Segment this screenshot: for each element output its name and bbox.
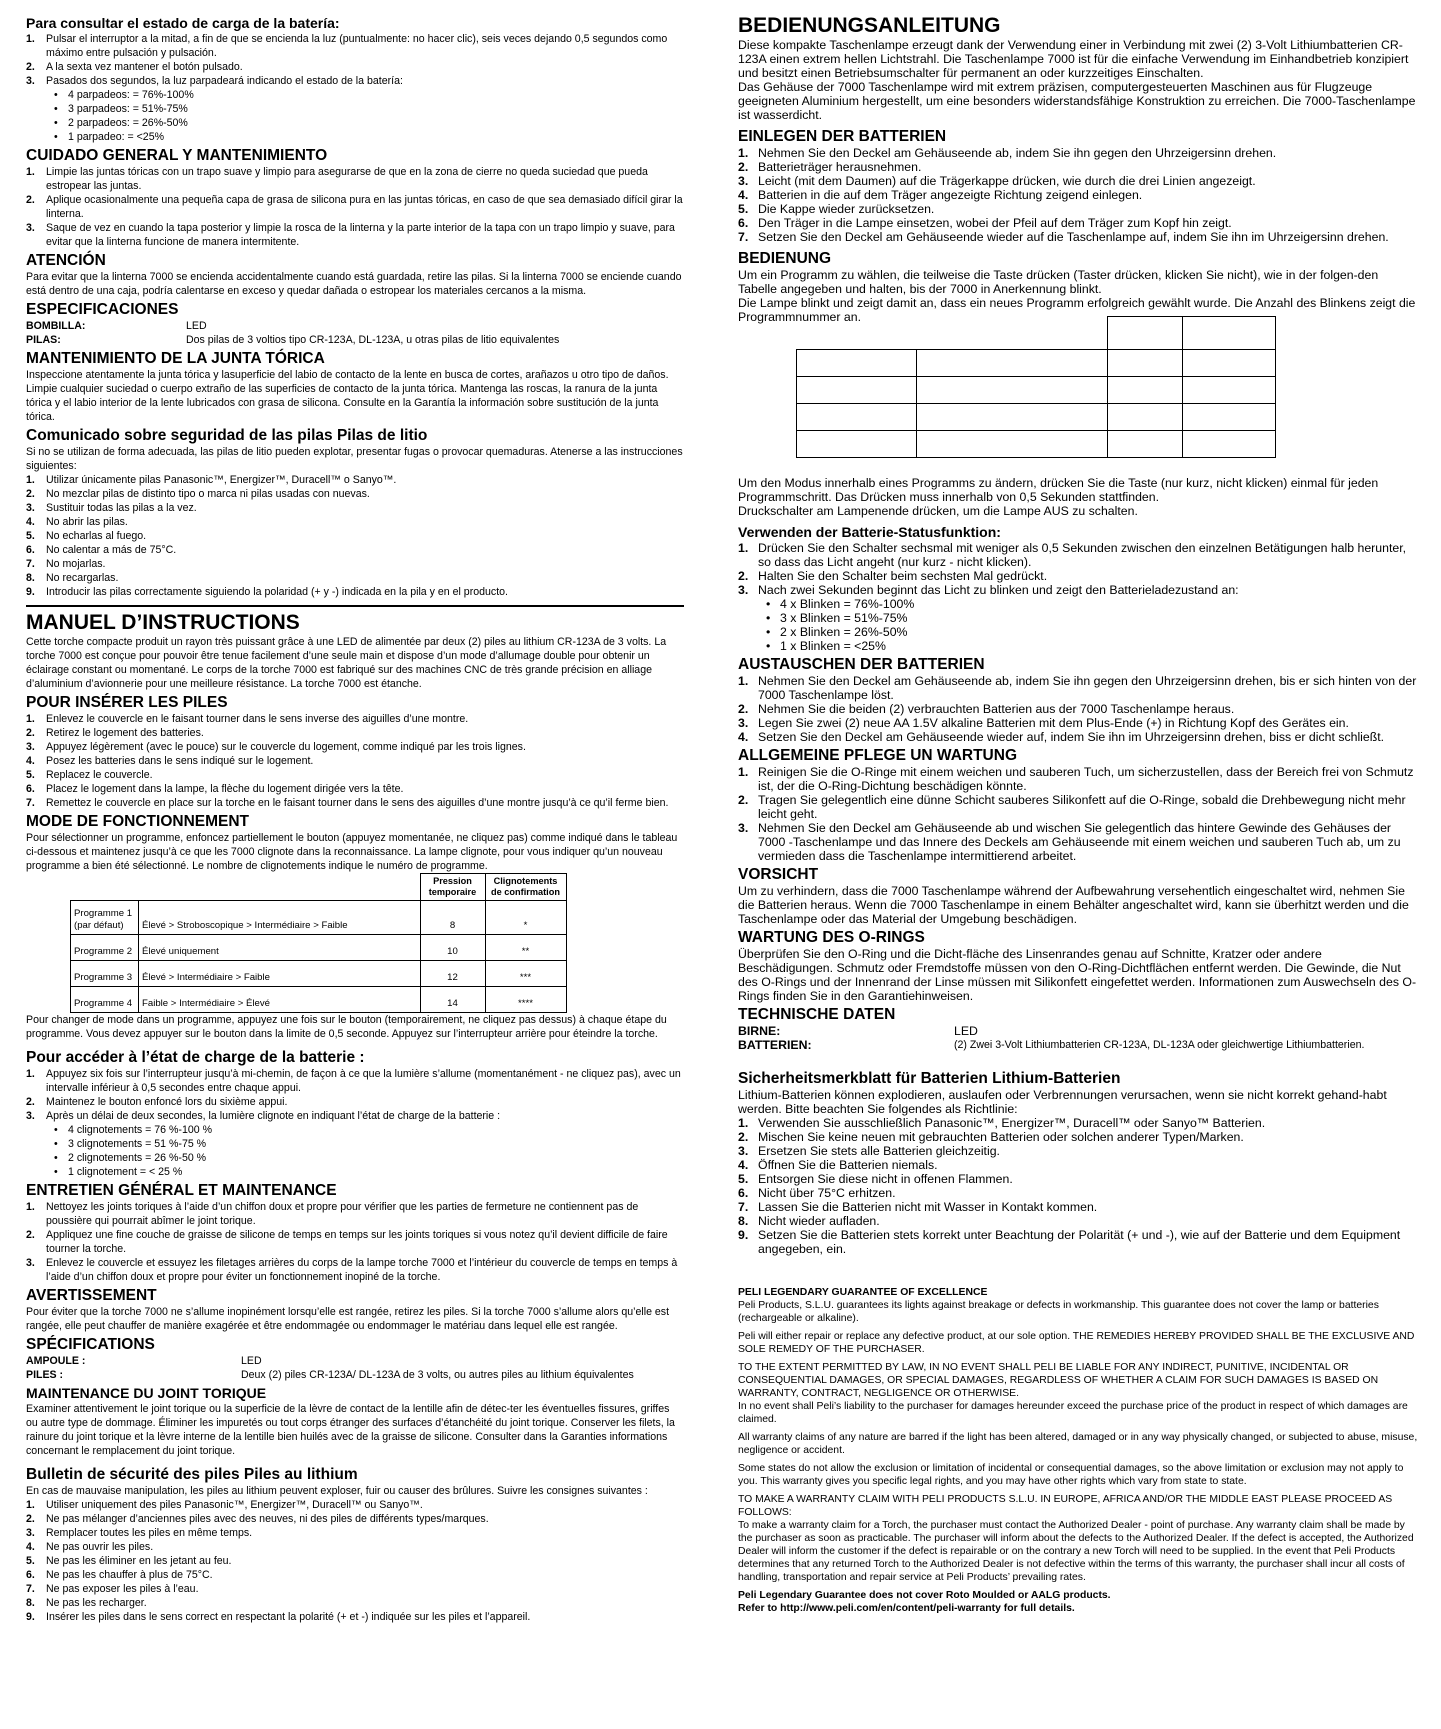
fr-care-heading: ENTRETIEN GÉNÉRAL ET MAINTENANCE <box>26 1182 337 1199</box>
fr-safety-intro: En cas de mauvaise manipulation, les piles au lithium peuvent exploser, fuir ou causer des brûlures. Suivre les consignes suivantes : <box>26 1485 648 1497</box>
es-warning-text: Para evitar que la linterna 7000 se encienda accidentalmente cuando está guardada, retire las pilas. Si la linterna 7000 se enciende cuando está dentro de una caja, podría calentarse en exceso y quedar dañada o estropear los materiales cercanos a la misma. <box>26 271 682 297</box>
list-item: 4. No abrir las pilas. <box>26 516 128 528</box>
table-cell: Programme 2 <box>71 935 139 961</box>
table-cell: ** <box>485 935 566 961</box>
table-cell: Élevé > Stroboscopique > Intermédiaire > Faible <box>139 901 421 935</box>
de-battery-steps <box>738 541 1420 597</box>
fr-mode-text: Pour sélectionner un programme, enfoncez partiellement le bouton (appuyez momentanée, ne cliquez pas) comme indiqué dans le tableau ci-dessous et maintenez jusqu’à ce que les 7000 clignote dans la reconnaissance. La lampe clignote, pour vous indiquer qu’un nouveau programme a bien été sélectionné. Le nombre de clignotements indique le numéro de programme. <box>26 832 678 872</box>
list-item: 3. Nach zwei Sekunden beginnt das Licht zu blinken und zeigt den Batterieladezustand an: <box>738 582 1239 597</box>
es-safety-heading: Comunicado sobre seguridad de las pilas Pilas de litio <box>26 427 428 444</box>
list-item: 3. Appuyez légèrement (avec le pouce) sur le couvercle du logement, comme indiqué par les trois lignes. <box>26 741 526 753</box>
fr-intro: Cette torche compacte produit un rayon très puissant grâce à une LED de alimentée par deux (2) piles au lithium CR-123A de 3 volts. La torche 7000 est conçue pour pouvoir être tenue facilement d’une seule main et dispose d’un mode d’allumage double pour obtenir un éclairage constant ou momentané. Le corps de la torche 7000 est fabriqué sur des machines CNC de très grande précision en alliage d’aluminium d’avionnerie pour une meilleure résistance. La torche 7000 est étanche. <box>26 636 667 690</box>
spec-label: BATTERIEN: <box>738 1037 812 1052</box>
table-cell: Faible > Intermédiaire > Élevé <box>139 987 421 1013</box>
fr-battery-heading: Pour accéder à l’état de charge de la batterie : <box>26 1049 365 1066</box>
warranty-heading: PELI LEGENDARY GUARANTEE OF EXCELLENCE <box>738 1286 988 1298</box>
table-cell: 8 <box>420 901 485 935</box>
table-cell: 10 <box>420 935 485 961</box>
es-battery-heading: Para consultar el estado de carga de la batería: <box>26 15 340 31</box>
left-column <box>26 12 684 1624</box>
list-item: 1. Nehmen Sie den Deckel am Gehäuseende ab, indem Sie ihn gegen den Uhrzeigersinn drehen, bis er sich hinten von der 7000 Taschenlampe löst. <box>738 673 1417 702</box>
list-item: 5. Ne pas les éliminer en les jetant au feu. <box>26 1555 232 1567</box>
fr-safety-steps <box>26 1498 684 1624</box>
list-item: 2. Nehmen Sie die beiden (2) verbrauchten Batterien aus der 7000 Taschenlampe heraus. <box>738 701 1235 716</box>
de-insert-heading: EINLEGEN DER BATTERIEN <box>738 128 947 145</box>
list-item: 3. Enlevez le couvercle et essuyez les filetages arrières du corps de la lampe torche 7000 et l’intérieur du couvercle de temps en temps à l’aide d’un chiffon doux et propre pour éviter un fonctionnement inopiné de la torche. <box>26 1257 678 1283</box>
de-mode-after: Um den Modus innerhalb eines Programms zu ändern, drücken Sie die Taste (nur kurz, nicht klicken) einmal für jeden Programmschritt. Das Drücken muss innerhalb von 0,5 Sekunden stattfinden. <box>738 475 1379 504</box>
spec-value: LED <box>241 1355 262 1367</box>
fr-battery-levels <box>26 1123 684 1179</box>
list-item: • 3 x Blinken = 51%-75% <box>766 611 1420 625</box>
de-spec-heading: TECHNISCHE DATEN <box>738 1005 896 1023</box>
list-item: 1. Nettoyez les joints toriques à l’aide d’un chiffon doux et propre pour vérifier que les parties de fermeture ne contiennent pas de poussière qui pourrait abîmer le joint torique. <box>26 1201 639 1227</box>
spec-value: (2) Zwei 3-Volt Lithiumbatterien CR-123A, DL-123A oder gleichwertige Lithiumbatterien. <box>954 1038 1365 1051</box>
fr-oring-text: Examiner attentivement le joint torique ou la superficie de la lèvre de contact de la lentille afin de détec-ter les éventuelles fissures, griffes ou autre type de dommage. Éliminer les impuretés ou tout corps étranger des surfaces d’étanchéité du joint torique. Conserver les filets, la rainure du joint torique et la lèvre interne de la lentille bien huilés avec de la graisse de silicone. Consulter dans la Garanties informations concernant le remplacement du joint torique. <box>26 1403 675 1457</box>
warranty-paragraph: Peli will either repair or replace any defective product, at our sole option. THE REMEDIES HEREBY PROVIDED SHALL BE THE EXCLUSIVE AND SOLE REMEDY OF THE PURCHASER. <box>738 1330 1415 1355</box>
list-item: 8. No recargarlas. <box>26 572 119 584</box>
warranty-paragraph: Some states do not allow the exclusion or limitation of incidental or consequential damages, so the above limitation or exclusion may not apply to you. This warranty gives you specific legal rights, and you may have other rights which vary from state to state. <box>738 1462 1404 1487</box>
de-care-steps <box>738 765 1420 863</box>
warranty-paragraph: TO THE EXTENT PERMITTED BY LAW, IN NO EVENT SHALL PELI BE LIABLE FOR ANY INDIRECT, PUNITIVE, INCIDENTAL OR CONSEQUENTIAL DAMAGES, OR SPECIAL DAMAGES, REGARDLESS OF WHETHER A CLAIM FOR SUCH DAMAGES IS BASED ON WARRANTY, CONTRACT, NEGLIGENCE OR OTHERWISE. <box>738 1361 1379 1399</box>
de-battery-heading: Verwenden der Batterie-Statusfunktion: <box>738 523 1001 540</box>
list-item: 4. Batterien in die auf dem Träger angezeigte Richtung zeigend einlegen. <box>738 188 1143 202</box>
list-item: 1. Limpie las juntas tóricas con un trapo suave y limpio para asegurarse de que en la zona de cierre no queda suciedad que pueda estropear las juntas. <box>26 166 648 192</box>
fr-safety-heading: Bulletin de sécurité des piles Piles au lithium <box>26 1466 358 1483</box>
de-care-heading: ALLGEMEINE PFLEGE UN WARTUNG <box>738 746 1017 764</box>
list-item: 2. Halten Sie den Schalter beim sechsten Mal gedrückt. <box>738 568 1048 583</box>
de-intro: Diese kompakte Taschenlampe erzeugt dank der Verwendung einer in Verbindung mit zwei (2) 3-Volt Lithiumbatterien CR-123A einen extrem hellen Lichtstrahl. Die Taschenlampe 7000 ist für die einfache Verwendung im Einhandbetrieb konzipiert und besitzt einen Betriebsumschalter für permanent an oder kurzzeitiges Einschalten. <box>738 38 1409 80</box>
spec-label: BIRNE: <box>738 1023 781 1038</box>
es-battery-levels <box>26 88 684 144</box>
table-cell: * <box>485 901 566 935</box>
list-item: • 2 x Blinken = 26%-50% <box>766 625 1420 639</box>
table-cell: Programme 1 (par défaut) <box>71 901 139 935</box>
de-title: BEDIENUNGSANLEITUNG <box>738 14 1001 37</box>
table-cell: Programme 3 <box>71 961 139 987</box>
de-warning-heading: VORSICHT <box>738 865 819 883</box>
list-item: 5. Entsorgen Sie diese nicht in offenen Flammen. <box>738 1171 1013 1186</box>
list-item: 6. Ne pas les chauffer à plus de 75°C. <box>26 1569 213 1581</box>
list-item: 2. Ne pas mélanger d’anciennes piles avec des neuves, ni des piles de différents types/marques. <box>26 1513 489 1525</box>
es-specs <box>26 319 684 347</box>
list-item: 2. Retirez le logement des batteries. <box>26 727 204 739</box>
list-item: • 2 clignotements = 26 %-50 % <box>54 1151 684 1165</box>
spec-label: BOMBILLA: <box>26 320 86 332</box>
de-mode-text-2: Die Lampe blinkt und zeigt damit an, dass ein neues Programm erfolgreich gewählt wurde. Die Anzahl des Blinkens zeigt die Programmnummer an. <box>738 296 1416 324</box>
es-spec-heading: ESPECIFICACIONES <box>26 301 179 318</box>
list-item: 1. Utiliser uniquement des piles Panasonic™, Energizer™, Duracell™ ou Sanyo™. <box>26 1499 423 1511</box>
list-item: 3. Leicht (mit dem Daumen) auf die Trägerkappe drücken, wie durch die drei Linien angezeigt. <box>738 174 1256 188</box>
list-item: 2. No mezclar pilas de distinto tipo o marca ni pilas usadas con nuevas. <box>26 488 370 500</box>
list-item: 6. No calentar a más de 75°C. <box>26 544 177 556</box>
spec-label: PILAS: <box>26 334 61 346</box>
list-item: 9. Introducir las pilas correctamente siguiendo la polaridad (+ y -) indicada en la pila y en el producto. <box>26 586 508 598</box>
list-item: • 4 clignotements = 76 %-100 % <box>54 1123 684 1137</box>
list-item: 2. Mischen Sie keine neuen mit gebrauchten Batterien oder solchen anderer Typen/Marken. <box>738 1129 1244 1144</box>
list-item: 1. Reinigen Sie die O-Ringe mit einem weichen und sauberen Tuch, um sicherzustellen, dass der Bereich frei von Schmutz ist, der die O-Ring-Dichtung beschädigen könnte. <box>738 764 1414 793</box>
list-item: 6. Placez le logement dans la lampe, la flèche du logement dirigée vers la tête. <box>26 783 404 795</box>
fr-specs <box>26 1354 684 1382</box>
list-item: 2. A la sexta vez mantener el botón pulsado. <box>26 61 243 73</box>
program-table-empty <box>796 316 1276 458</box>
list-item: • 4 x Blinken = 76%-100% <box>766 597 1420 611</box>
list-item: • 1 x Blinken = <25% <box>766 639 1420 653</box>
list-item: 3. Nehmen Sie den Deckel am Gehäuseende ab und wischen Sie gelegentlich das hintere Gewinde des Gehäuses der 7000 -Taschenlampe und das Innere des Deckels am Gehäuseende mit einem weichen und sauberen Tuch ab, um zu vermieden dass die Taschenlampe intermittierend arbeitet. <box>738 820 1401 863</box>
list-item: 3. Legen Sie zwei (2) neue AA 1.5V alkaline Batterien mit dem Plus-Ende (+) in Richtung Kopf des Gerätes ein. <box>738 715 1349 730</box>
de-battery-levels <box>738 597 1420 653</box>
spec-label: PILES : <box>26 1369 64 1381</box>
fr-care-steps <box>26 1200 684 1284</box>
de-intro-2: Das Gehäuse der 7000 Taschenlampe wird mit extrem präzisen, computergesteuerten Maschinen aus für Flugzeuge geeigneten Aluminium hergestellt, um eine besonders widerstandsfähige Konstruktion zu erreichen. Die 7000-Taschenlampe ist wasserdicht. <box>738 80 1416 122</box>
fr-mode-after: Pour changer de mode dans un programme, appuyez une fois sur le bouton (temporairement, ne cliquez pas dessus) à chaque étape du programme. Vous devez appuyer sur le bouton dans la limite de 0,5 seconde. Appuyez sur l’interrupteur arrière pour éteindre la torche. <box>26 1014 667 1040</box>
fr-insert-heading: POUR INSÉRER LES PILES <box>26 694 228 711</box>
spec-label: AMPOULE : <box>26 1355 86 1367</box>
fr-oring-heading: MAINTENANCE DU JOINT TORIQUE <box>26 1385 267 1401</box>
list-item: 1. Drücken Sie den Schalter sechsmal mit weniger als 0,5 Sekunden zwischen den einzelnen Betätigungen halb herunter, so dass das Licht angeht (nur kurz - nicht klicken). <box>738 540 1407 569</box>
table-cell: 12 <box>420 961 485 987</box>
list-item: • 4 parpadeos: = 76%-100% <box>54 88 684 102</box>
list-item: • 3 clignotements = 51 %-75 % <box>54 1137 684 1151</box>
fr-battery-steps <box>26 1067 684 1123</box>
list-item: 6. Nicht über 75°C erhitzen. <box>738 1185 896 1200</box>
es-oring-text: Inspeccione atentamente la junta tórica y lasuperficie del labio de contacto de la lente en busca de cortes, arañazos u otro tipo de daños. Limpie cualquier suciedad o cuerpo extraño de las superficies de contacto de la junta tórica. Mantenga las roscas, la ranura de la junta tórica y el labio interior de la lente lubricados con grasa de silicona. Consulte en la Garantía la información sobre sustitución de la junta tórica. <box>26 369 669 423</box>
list-item: 4. Posez les batteries dans le sens indiqué sur le logement. <box>26 755 314 767</box>
list-item: 5. Die Kappe wieder zurücksetzen. <box>738 202 935 216</box>
list-item: 7. Setzen Sie den Deckel am Gehäuseende wieder auf die Taschenlampe auf, indem Sie ihn im Uhrzeigersinn drehen. <box>738 230 1389 244</box>
table-cell: Élevé uniquement <box>139 935 421 961</box>
de-mode-after-2: Druckschalter am Lampenende drücken, um die Lampe AUS zu schalten. <box>738 503 1138 518</box>
list-item: 3. Ersetzen Sie stets alle Batterien gleichzeitig. <box>738 1143 1000 1158</box>
es-care-steps <box>26 165 684 249</box>
de-specs <box>738 1024 1420 1052</box>
es-safety-steps <box>26 473 684 599</box>
de-safety-intro: Lithium-Batterien können explodieren, auslaufen oder Verbrennungen verursachen, wenn sie nicht korrekt gehand-habt werden. Bitte beachten Sie folgendes als Richtlinie: <box>738 1087 1387 1116</box>
list-item: • 1 clignotement = < 25 % <box>54 1165 684 1179</box>
list-item: 7. Lassen Sie die Batterien nicht mit Wasser in Kontakt kommen. <box>738 1199 1098 1214</box>
warranty-section <box>738 1286 1420 1615</box>
list-item: 7. Remettez le couvercle en place sur la torche en le faisant tourner dans le sens des aiguilles d’une montre jusqu’à ce qu’il ferme bien. <box>26 797 669 809</box>
table-row <box>71 935 567 961</box>
de-safety-steps <box>738 1116 1420 1256</box>
list-item: 3. Après un délai de deux secondes, la lumière clignote en indiquant l’état de charge de la batterie : <box>26 1110 501 1122</box>
warranty-note: Peli Legendary Guarantee does not cover Roto Moulded or AALG products. <box>738 1589 1111 1601</box>
list-item: 3. Pasados dos segundos, la luz parpadeará indicando el estado de la batería: <box>26 75 403 87</box>
es-care-heading: CUIDADO GENERAL Y MANTENIMIENTO <box>26 147 328 164</box>
list-item: 8. Ne pas les recharger. <box>26 1597 147 1609</box>
list-item: 1. Pulsar el interruptor a la mitad, a fin de que se encienda la luz (puntualmente: no hacer clic), seis veces dejando 0,5 segundos como máximo entre pulsación y pulsación. <box>26 33 668 59</box>
fr-title: MANUEL D’INSTRUCTIONS <box>26 611 300 634</box>
spec-value: LED <box>954 1023 978 1038</box>
list-item: • 3 parpadeos: = 51%-75% <box>54 102 684 116</box>
spec-value: LED <box>186 320 207 332</box>
program-table <box>70 873 567 1013</box>
de-oring-text: Überprüfen Sie den O-Ring und die Dicht-fläche des Linsenrandes genau auf Schnitte, Kratzer oder andere Beschädigungen. Schmutz oder Fremdstoffe müssen von den O-Ring-Dichtflächen entfernt werden. Die Gewinde, die Nut des O-Rings und der Innenrand der Linse müssen mit Silikonfett eingefettet werden. Informationen zum Auswechseln des O-Rings finden Sie in den Garantiehinweisen. <box>738 946 1417 1003</box>
list-item: • 2 parpadeos: = 26%-50% <box>54 116 684 130</box>
list-item: 5. Replacez le couvercle. <box>26 769 153 781</box>
list-item: 7. Ne pas exposer les piles à l’eau. <box>26 1583 199 1595</box>
list-item: 8. Nicht wieder aufladen. <box>738 1213 880 1228</box>
list-item: 1. Appuyez six fois sur l’interrupteur jusqu’à mi-chemin, de façon à ce que la lumière s’allume (momentanément - ne cliquez pas), avec un intervalle inférieur à 0,5 secondes entre chaque appui. <box>26 1068 681 1094</box>
de-mode-heading: BEDIENUNG <box>738 250 832 267</box>
de-insert-steps <box>738 146 1420 244</box>
de-mode-text: Um ein Programm zu wählen, die teilweise die Taste drücken (Taster drücken, klicken Sie nicht), wie in der folgen-den Tabelle angegeben und halten, bis der 7000 in Anerkennung blinkt. <box>738 268 1379 296</box>
table-cell: 14 <box>420 987 485 1013</box>
warranty-paragraph: Peli Products, S.L.U. guarantees its lights against breakage or defects in workmanship. This guarantee does not cover the lamp or batteries (rechargeable or alkaline). <box>738 1299 1379 1324</box>
table-cell: Programme 4 <box>71 987 139 1013</box>
list-item: 3. Sustituir todas las pilas a la vez. <box>26 502 197 514</box>
table-row <box>71 961 567 987</box>
es-oring-heading: MANTENIMIENTO DE LA JUNTA TÓRICA <box>26 350 325 367</box>
es-battery-steps <box>26 32 684 88</box>
table-header: Clignotements de confirmation <box>485 874 566 901</box>
list-item: 7. No mojarlas. <box>26 558 106 570</box>
table-row <box>71 901 567 935</box>
table-cell: **** <box>485 987 566 1013</box>
warranty-paragraph: In no event shall Peli’s liability to the purchaser for damages hereunder exceed the purchase price of the product in respect of which damages are claimed. <box>738 1400 1408 1425</box>
list-item: 2. Maintenez le bouton enfoncé lors du sixième appui. <box>26 1096 288 1108</box>
fr-mode-heading: MODE DE FONCTIONNEMENT <box>26 813 250 830</box>
spec-value: Deux (2) piles CR-123A/ DL-123A de 3 volts, ou autres piles au lithium équivalentes <box>241 1369 634 1381</box>
list-item: 2. Tragen Sie gelegentlich eine dünne Schicht sauberes Silikonfett auf die O-Ringe, sobald die Drehbewegung nicht mehr leicht geht. <box>738 792 1406 821</box>
warranty-paragraph: All warranty claims of any nature are barred if the light has been altered, damaged or in any way physically changed, or subjected to abuse, misuse, negligence or accident. <box>738 1431 1418 1456</box>
list-item: 5. No echarlas al fuego. <box>26 530 147 542</box>
list-item: 1. Nehmen Sie den Deckel am Gehäuseende ab, indem Sie ihn gegen den Uhrzeigersinn drehen. <box>738 146 1277 160</box>
list-item: 1. Utilizar únicamente pilas Panasonic™, Energizer™, Duracell™ o Sanyo™. <box>26 474 397 486</box>
list-item: • 1 parpadeo: = <25% <box>54 130 684 144</box>
list-item: 9. Setzen Sie die Batterien stets korrekt unter Beachtung der Polarität (+ und -), wie auf der Batterie und dem Equipment angegeben, ein. <box>738 1227 1401 1256</box>
table-header: Pression temporaire <box>420 874 485 901</box>
warranty-link: Refer to http://www.peli.com/en/content/peli-warranty for full details. <box>738 1602 1075 1614</box>
de-warning-text: Um zu verhindern, dass die 7000 Taschenlampe während der Aufbewahrung versehentlich eingeschaltet wird, nehmen Sie die Batterien heraus. Wenn die 7000 Taschenlampe in einem Behälter angeschaltet wird, kann sie überhitzt werden und die Taschenlampe oder das Material der Umgebung beschädigen. <box>738 883 1409 926</box>
fr-spec-heading: SPÉCIFICATIONS <box>26 1336 155 1353</box>
warranty-paragraph: To make a warranty claim for a Torch, the purchaser must contact the Authorized Dealer - point of purchase. Any warranty claim shall be made by the purchaser as soon as practicable. The purchaser will inform about the defects to the Authorized Dealer. If the defect is accepted, the Authorized Dealer will inform the customer if the defect is repairable or on the contrary a new Torch will need to be supplied. In the event that Peli Products determines that any returned Torch to the Authorized Dealer is not defective within the terms of this warranty, the purchaser shall incur all costs of handling, transportation and repair service at Peli Products’ prevailing rates. <box>738 1519 1414 1583</box>
right-column <box>738 12 1420 1615</box>
list-item: 9. Insérer les piles dans le sens correct en respectant la polarité (+ et -) indiquée sur les piles et l’appareil. <box>26 1611 531 1623</box>
es-warning-heading: ATENCIÓN <box>26 252 106 269</box>
es-safety-intro: Si no se utilizan de forma adecuada, las pilas de litio pueden explotar, presentar fugas o provocar quemaduras. Atenerse a las instrucciones siguientes: <box>26 446 683 472</box>
list-item: 1. Enlevez le couvercle en le faisant tourner dans le sens inverse des aiguilles d’une montre. <box>26 713 469 725</box>
de-replace-steps <box>738 674 1420 744</box>
list-item: 4. Öffnen Sie die Batterien niemals. <box>738 1157 938 1172</box>
list-item: 4. Setzen Sie den Deckel am Gehäuseende wieder auf, indem Sie ihn im Uhrzeigersinn drehen, biss er dicht schließt. <box>738 729 1385 744</box>
table-cell: *** <box>485 961 566 987</box>
list-item: 3. Saque de vez en cuando la tapa posterior y limpie la rosca de la linterna y la parte interior de la tapa con un trapo limpio y suave, para evitar que la linterna funcione de manera intermitente. <box>26 222 675 248</box>
list-item: 6. Den Träger in die Lampe einsetzen, wobei der Pfeil auf dem Träger zum Kopf hin zeigt. <box>738 216 1232 230</box>
de-replace-heading: AUSTAUSCHEN DER BATTERIEN <box>738 655 985 673</box>
de-oring-heading: WARTUNG DES O-RINGS <box>738 928 925 946</box>
table-cell: Élevé > Intermédiaire > Faible <box>139 961 421 987</box>
list-item: 2. Batterieträger herausnehmen. <box>738 160 922 174</box>
de-safety-heading: Sicherheitsmerkblatt für Batterien Lithium-Batterien <box>738 1069 1121 1087</box>
list-item: 2. Aplique ocasionalmente una pequeña capa de grasa de silicona pura en las juntas tóricas, en caso de que sea demasiado difícil girar la linterna. <box>26 194 683 220</box>
list-item: 2. Appliquez une fine couche de graisse de silicone de temps en temps sur les joints toriques si vous notez qu’il devient difficile de faire tourner la torche. <box>26 1229 668 1255</box>
list-item: 3. Remplacer toutes les piles en même temps. <box>26 1527 253 1539</box>
list-item: 4. Ne pas ouvrir les piles. <box>26 1541 154 1553</box>
list-item: 1. Verwenden Sie ausschließlich Panasonic™, Energizer™, Duracell™ oder Sanyo™ Batterien. <box>738 1115 1266 1130</box>
fr-insert-steps <box>26 712 684 810</box>
fr-warning-text: Pour éviter que la torche 7000 ne s’allume inopinément lorsqu’elle est rangée, retirez les piles. Si la torche 7000 s’allume alors qu’elle est rangée, elle peut chauffer de manière exagérée et être endommagée ou endommager le matériau dans lequel elle est rangée. <box>26 1306 670 1332</box>
fr-warning-heading: AVERTISSEMENT <box>26 1287 157 1304</box>
section-divider <box>26 605 684 607</box>
spec-value: Dos pilas de 3 voltios tipo CR-123A, DL-123A, u otras pilas de litio equivalentes <box>186 334 560 346</box>
warranty-paragraph: TO MAKE A WARRANTY CLAIM WITH PELI PRODUCTS S.L.U. IN EUROPE, AFRICA AND/OR THE MIDDLE EAST PLEASE PROCEED AS FOLLOWS: <box>738 1493 1393 1518</box>
table-row <box>71 987 567 1013</box>
